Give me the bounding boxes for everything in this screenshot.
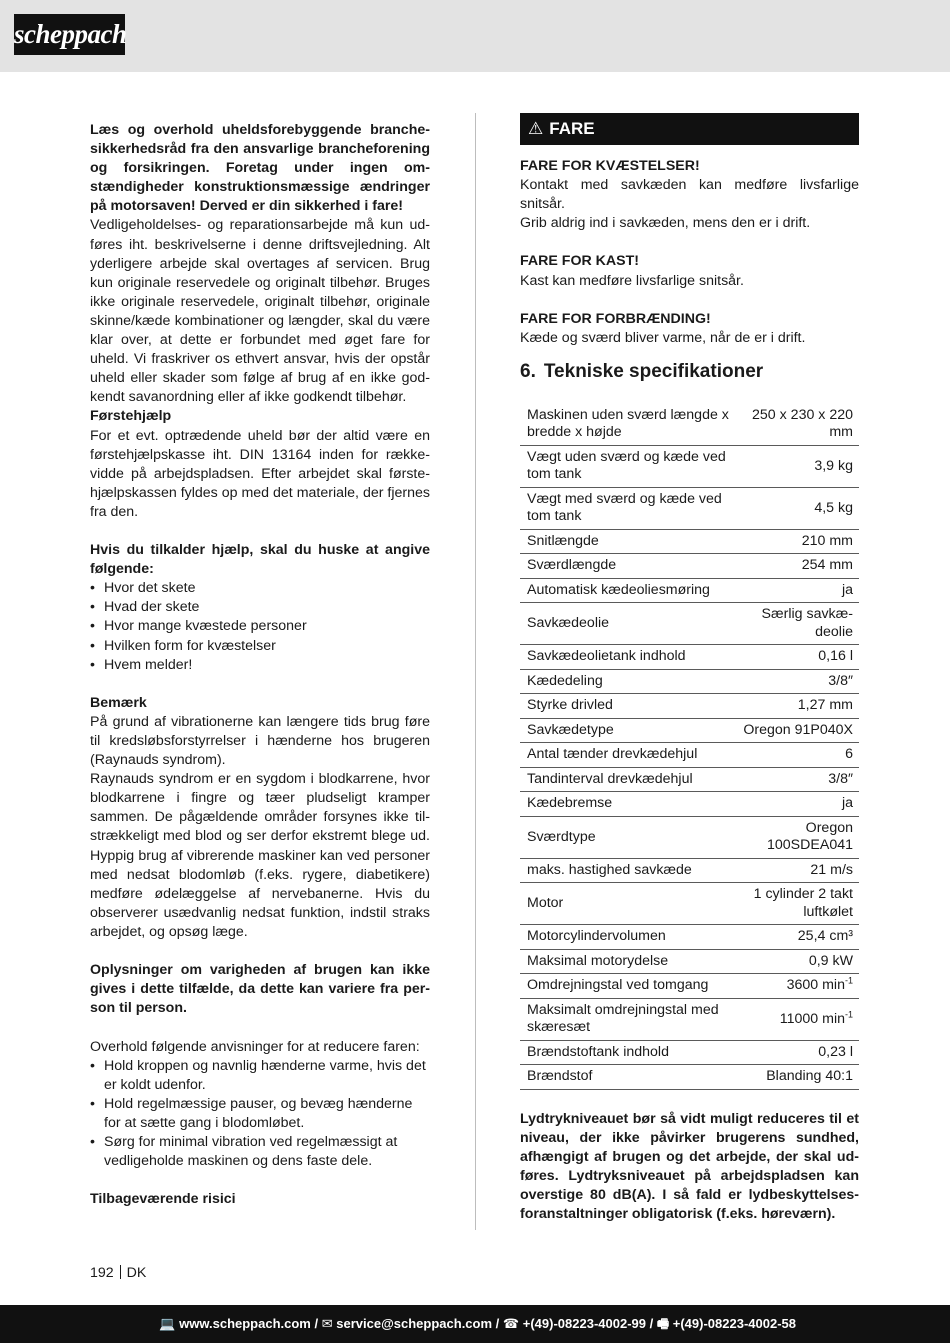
note-text-2: Raynauds syndrom er en sygdom i blodkarrene, hvor blodkarrene i fingre og tæer pludseligt kramper sammen. De pågældende områder forsynes ikke tilstrækkeligt med blod og ser derfor ekstremt blege ud. Hyppig brug af vibrerende maskiner kan ved personer med nedsat blodomløb (f.eks. rygere, diabetikere) medføre ødelæggelse af nervebanerne. Hvis du observerer usædvanlig nedsat funktion, indstil straks arbejdet, og opsøg læge. — [90, 771, 430, 940]
spec-value: 250 x 230 x 220 mm — [752, 406, 853, 441]
first-aid-heading: Førstehjælp — [90, 408, 172, 425]
spec-label: Brændstoftank indhold — [527, 1043, 669, 1060]
envelope-icon: ✉ — [321, 1316, 333, 1331]
noise-note: Lydtrykniveauet bør så vidt muligt reduceres til et niveau, der ikke påvirker brugerens sundhed, afhængigt af brugen og det arbejde, der skal udføres. Lydtryksniveauet på arbejdspladsen kan overstige 80 dB(A). I så fald er lydbeskyttelsesforanstaltninger obligatorisk (f.eks. høreværn). — [520, 1110, 859, 1223]
header-bar — [0, 0, 950, 72]
email-link[interactable]: service@scheppach.com — [336, 1316, 493, 1331]
table-row — [520, 998, 859, 1040]
table-row — [520, 792, 859, 817]
residual-risks-heading: Tilbageværende risici — [90, 1191, 236, 1208]
spec-value: Særlig savkædeolie — [761, 606, 853, 640]
table-row — [520, 743, 859, 768]
table-row — [520, 974, 859, 999]
spec-label: Automatisk kædeoliesmøring — [527, 581, 710, 598]
footer-bar: 💻 www.scheppach.com / ✉ service@scheppach.com / ☎ +(49)-08223-4002-99 / 🖷 +(49)-08223-4002-58 — [0, 1305, 950, 1343]
spec-value: 210 mm — [801, 532, 853, 549]
list-item: • Hvad der skete — [90, 599, 200, 616]
spec-value: 254 mm — [801, 557, 853, 574]
table-row — [520, 925, 859, 950]
fax-number: +(49)-08223-4002-58 — [672, 1316, 796, 1331]
phone-number: +(49)-08223-4002-99 — [522, 1316, 646, 1331]
table-row — [520, 858, 859, 883]
phone-icon: ☎ — [502, 1316, 520, 1331]
spec-label: Kædedeling — [527, 672, 603, 689]
spec-label: Tandinterval drevkædehjul — [527, 770, 693, 787]
spec-value: 6 — [845, 746, 853, 763]
spec-value: 0,16 l — [818, 648, 853, 665]
spec-label: Vægt uden sværd og kæde ved tom tank — [527, 448, 726, 483]
safety-intro: Læs og overhold uheldsforebyggende branchesikkerhedsråd fra den ansvarlige brancheforening og forsikringen. Foretag under ingen omstændigheder konstruktionsmæssige ændringer på motorsaven! Derved er din sikkerhed i fare! — [90, 122, 430, 215]
table-row — [520, 816, 859, 858]
right-column — [520, 113, 859, 1225]
spec-label: Motor — [527, 895, 564, 912]
spec-label: Savkædeolie — [527, 615, 610, 632]
reduce-list — [90, 1057, 430, 1172]
spec-value: 3600 $\min^{-1}$ — [786, 975, 853, 994]
page-number: 192 DK — [90, 1265, 147, 1281]
warning-triangle-icon: ⚠ — [528, 119, 544, 138]
table-row — [520, 767, 859, 792]
scheppach-logo: scheppach — [14, 14, 125, 55]
table-row — [520, 445, 859, 487]
table-row — [520, 883, 859, 925]
spec-label: maks. hastighed savkæde — [527, 861, 692, 878]
spec-value: 4,5 kg — [814, 499, 853, 516]
danger-box — [520, 113, 859, 145]
spec-label: Sværdtype — [527, 828, 596, 845]
spec-value: 1,27 mm — [797, 697, 853, 714]
spec-value: 0,9 kW — [808, 952, 853, 969]
laptop-icon: 💻 — [159, 1316, 176, 1331]
spec-label: Omdrejningstal ved tomgang — [527, 977, 709, 994]
reduce-intro: Overhold følgende anvisninger for at reducere faren: — [90, 1038, 420, 1055]
list-item: • Hvor det skete — [90, 580, 196, 597]
hazard-text: Grib aldrig ind i savkæden, mens den er i drift. — [520, 215, 811, 232]
list-item: • Hvor mange kvæstede personer — [90, 618, 307, 635]
table-row — [520, 669, 859, 694]
table-row — [520, 1065, 859, 1090]
spec-label: Snitlængde — [527, 532, 599, 549]
spec-value: 3/8″ — [828, 770, 853, 787]
hazard-text: Kontakt med savkæden kan medføre livsfarlige snitsår. — [520, 177, 859, 213]
spec-label: Brændstof — [527, 1068, 593, 1085]
spec-label: Savkædeolietank indhold — [527, 648, 686, 665]
spec-label: Savkædetype — [527, 721, 614, 738]
spec-label: Styrke drivled — [527, 697, 613, 714]
table-row — [520, 718, 859, 743]
spec-value: 0,23 l — [818, 1043, 853, 1060]
table-row — [520, 949, 859, 974]
note-heading: Bemærk — [90, 694, 147, 711]
table-row — [520, 578, 859, 603]
maintenance-text: Vedligeholdelses- og reparationsarbejde må kun udføres iht. beskrivelserne i denne driftsvejledning. Alt yderligere arbejde skal overtages af servicen. Brug kun originale reservedele og originalt tilbehør. Bruges ikke originale reservedele, originalt tilbehør, originale skinne/kæde kombinationer og længder, skal du være klar over, at dette er forbundet med øget fare for uheld. Vi fraskriver os ethvert ansvar, hvis der opstår uheld eller skader som følge af brug af en ikke godkendt savanordning eller af ikke godkendt tilbehør. — [90, 217, 430, 406]
spec-value: ja — [841, 795, 853, 812]
list-item: • Hold regelmæssige pauser, og bevæg hænderne for at sætte gang i blodomløbet. — [90, 1095, 413, 1131]
table-row — [520, 529, 859, 554]
spec-value: 21 m/s — [810, 861, 853, 878]
table-row — [520, 487, 859, 529]
spec-value: Oregon 100SDEA041 — [767, 819, 853, 854]
spec-value: Blanding 40:1 — [766, 1068, 853, 1085]
spec-label: Vægt med sværd og kæde ved tom tank — [527, 490, 722, 525]
spec-value: 1 cylinder 2 takt luftkølet — [753, 886, 853, 920]
hazard-title: FARE FOR KAST! — [520, 253, 640, 270]
list-item: • Hvilken form for kvæstelser — [90, 637, 276, 654]
section-heading: 6. Tekniske specifikationer — [520, 360, 764, 382]
spec-value: 3,9 kg — [814, 457, 853, 474]
spec-label: Motorcylindervolumen — [527, 928, 666, 945]
spec-label: Antal tænder drevkædehjul — [527, 746, 698, 763]
table-row — [520, 404, 859, 446]
column-divider — [475, 113, 476, 1230]
spec-label: Kædebremse — [527, 795, 613, 812]
table-row — [520, 1040, 859, 1065]
table-row — [520, 603, 859, 645]
spec-value: 25,4 cm³ — [797, 928, 853, 945]
left-column — [90, 121, 430, 1209]
note-text-1: På grund af vibrationerne kan længere tids brug føre til kredsløbsforstyrrelser i hænderne hos brugeren (Raynauds syndrom). — [90, 713, 430, 769]
table-row — [520, 694, 859, 719]
hazard-title: FARE FOR KVÆSTELSER! — [520, 158, 700, 174]
spec-label: Maksimalt omdrejningstal med skæresæt — [527, 1001, 719, 1036]
hazard-text: Kæde og sværd bliver varme, når de er i drift. — [520, 329, 806, 346]
specs-table — [520, 404, 859, 1090]
hazard-title: FARE FOR FORBRÆNDING! — [520, 310, 711, 327]
help-list — [90, 579, 430, 674]
first-aid-text: For et evt. optrædende uheld bør der altid være en førstehjælpskasse iht. DIN 13164 inden for rækkevidde på arbejdspladsen. Efter arbejdet skal førstehjælpskassen fyldes op med det materiale, der fjernes fra den. — [90, 427, 430, 520]
list-item: • Sørg for minimal vibration ved regelmæssigt at vedligeholde maskinen og dens faste dele. — [90, 1133, 398, 1170]
table-row — [520, 645, 859, 670]
duration-note: Oplysninger om varigheden af brugen kan ikke gives i dette tilfælde, da dette kan variere fra person til person. — [90, 962, 430, 1017]
list-item: • Hvem melder! — [90, 656, 193, 673]
fax-icon: 🖷 — [656, 1316, 670, 1331]
danger-label: FARE — [549, 119, 595, 138]
spec-value: ja — [841, 581, 853, 598]
spec-label: Maskinen uden sværd længde x bredde x højde — [527, 406, 729, 441]
table-row — [520, 554, 859, 579]
spec-label: Sværdlængde — [527, 557, 617, 574]
spec-label: Maksimal motorydelse — [527, 952, 669, 969]
spec-value: Oregon 91P040X — [743, 721, 853, 738]
help-heading: Hvis du tilkalder hjælp, skal du huske at angive følgende: — [90, 542, 430, 578]
spec-value: 11000 $\min^{-1}$ — [779, 1008, 853, 1027]
list-item: • Hold kroppen og navnlig hænderne varme, hvis det er koldt udenfor. — [90, 1057, 426, 1093]
hazard-text: Kast kan medføre livsfarlige snitsår. — [520, 272, 744, 289]
spec-value: 3/8″ — [828, 672, 853, 689]
website-link[interactable]: www.scheppach.com — [179, 1316, 311, 1331]
